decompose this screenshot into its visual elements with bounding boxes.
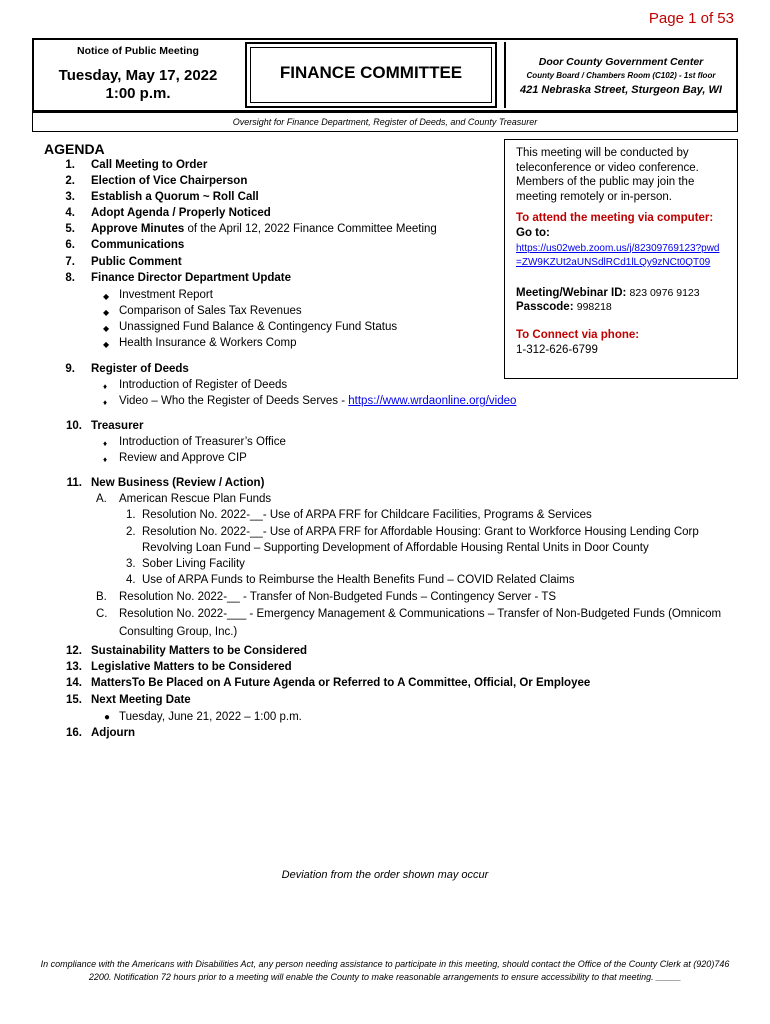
meeting-date: Tuesday, May 17, 2022 [58, 67, 218, 84]
meeting-time: 1:00 p.m. [105, 85, 171, 102]
deeds-video-link[interactable]: https://www.wrdaonline.org/video [348, 395, 517, 407]
agenda-item: Establish a Quorum ~ Roll Call [91, 191, 259, 203]
item-detail: of the April 12, 2022 Finance Committee Meeting [184, 223, 437, 235]
item-number: 3. [65, 191, 75, 203]
page-number: Page 1 of 53 [648, 10, 734, 27]
resolution-item-continued: Revolving Loan Fund – Supporting Development of Affordable Housing Rental Units in Door County [142, 542, 649, 554]
resolution-item: Resolution No. 2022-__- Use of ARPA FRF for Childcare Facilities, Programs & Services [142, 509, 592, 521]
goto-label: Go to: [516, 226, 550, 239]
agenda-item: Election of Vice Chairperson [91, 175, 248, 187]
location-box [504, 42, 736, 108]
section-letter: A. [96, 493, 107, 505]
phone-number: 1-312-626-6799 [516, 343, 598, 356]
section-title: Resolution No. 2022-___ - Emergency Management & Communications – Transfer of Non-Budgeted Funds (Omnicom [119, 608, 722, 620]
section-title-continued: Consulting Group, Inc.) [119, 626, 238, 638]
agenda-heading: AGENDA [44, 141, 105, 157]
agenda-item: Public Comment [91, 256, 182, 268]
item-number: 11. [66, 477, 82, 489]
diamond-bullet-icon: ♦ [103, 455, 108, 464]
section-title: Resolution No. 2022-__ - Transfer of Non-Budgeted Funds – Contingency Server - TS [119, 591, 557, 603]
agenda-item: Treasurer [91, 420, 144, 432]
diamond-bullet-icon: ◆ [103, 292, 110, 301]
diamond-bullet-icon: ♦ [103, 398, 108, 407]
sub-item: Investment Report [119, 289, 213, 301]
committee-box [245, 42, 497, 108]
committee-title: FINANCE COMMITTEE [279, 63, 463, 82]
zoom-link-line-2: =ZW9KZUt2aUNSdlRCd1lLQy9zNCt0QT09 [516, 257, 711, 269]
item-number: 13. [66, 661, 82, 673]
agenda-item: Finance Director Department Update [91, 272, 292, 284]
agenda-item: Register of Deeds [91, 363, 189, 375]
agenda-item: Sustainability Matters to be Considered [91, 645, 307, 657]
ada-footer: In compliance with the Americans with Disabilities Act, any person needing assistance to participate in this meeting, should contact the Office of the County Clerk at (920)746 2200. Notification 72 hours prior to a meeting will enable the County to make reasonable arrangements to ensure accessibility to that meeting. _____ [40, 959, 730, 982]
sub-item: Tuesday, June 21, 2022 – 1:00 p.m. [119, 711, 302, 723]
item-number: 9. [65, 363, 75, 375]
item-number: 4. [65, 207, 75, 219]
item-number: 8. [65, 272, 75, 284]
passcode-row [516, 300, 729, 315]
agenda-item: New Business (Review / Action) [91, 477, 265, 489]
notice-label: Notice of Public Meeting [77, 45, 199, 57]
item-number: 2. [65, 175, 75, 187]
venue-name: Door County Government Center [538, 56, 704, 68]
webinar-id: 823 0976 9123 [629, 286, 700, 299]
resolution-number: 1. [126, 509, 136, 521]
deviation-note: Deviation from the order shown may occur [281, 869, 489, 881]
sub-item: Comparison of Sales Tax Revenues [119, 305, 302, 317]
sub-item: Introduction of Register of Deeds [119, 379, 288, 391]
item-number: 14. [66, 677, 82, 689]
item-number: 12. [66, 645, 82, 657]
resolution-number: 3. [126, 558, 136, 570]
item-number: 1. [65, 159, 75, 171]
date-box [38, 42, 238, 108]
remote-access-box [504, 139, 738, 379]
agenda-item: Legislative Matters to be Considered [91, 661, 292, 673]
diamond-bullet-icon: ♦ [103, 382, 108, 391]
sub-item: Health Insurance & Workers Comp [119, 337, 297, 349]
sub-item: Introduction of Treasurer’s Office [119, 436, 286, 448]
sub-item-text: Video – Who the Register of Deeds Serves - [119, 395, 349, 407]
section-letter: B. [96, 591, 107, 603]
diamond-bullet-icon: ◆ [103, 340, 110, 349]
passcode-label: Passcode: [516, 301, 574, 314]
section-title: American Rescue Plan Funds [119, 493, 272, 505]
resolution-item: Resolution No. 2022-__- Use of ARPA FRF for Affordable Housing: Grant to Workforce Housing Lending Corp [142, 526, 699, 538]
item-number: 6. [65, 239, 75, 251]
sub-item: Unassigned Fund Balance & Contingency Fund Status [119, 321, 398, 333]
diamond-bullet-icon: ◆ [103, 308, 110, 317]
webinar-label: Meeting/Webinar ID: [516, 286, 627, 299]
attend-label: To attend the meeting via computer: [516, 212, 714, 225]
agenda-item: Adjourn [91, 727, 136, 739]
remote-intro: This meeting will be conducted by teleconference or video conference. Members of the public may join the meeting remotely or in-person. [516, 147, 699, 203]
zoom-link[interactable] [516, 242, 729, 271]
agenda-item: Next Meeting Date [91, 694, 191, 706]
resolution-item: Use of ARPA Funds to Reimburse the Health Benefits Fund – COVID Related Claims [142, 574, 575, 586]
zoom-link-line-1: https://us02web.zoom.us/j/82309769123?pwd [516, 242, 720, 254]
venue-address: 421 Nebraska Street, Sturgeon Bay, WI [520, 84, 722, 96]
sub-item [119, 395, 516, 407]
resolution-item: Sober Living Facility [142, 558, 245, 570]
agenda-item [91, 223, 437, 235]
venue-room: County Board / Chambers Room (C102) - 1st floor [526, 71, 716, 80]
sub-item: Review and Approve CIP [119, 452, 247, 464]
item-number: 5. [65, 223, 75, 235]
resolution-number: 4. [126, 574, 136, 586]
resolution-number: 2. [126, 526, 136, 538]
webinar-row [516, 286, 729, 301]
agenda-item: Call Meeting to Order [91, 159, 208, 171]
passcode-value: 998218 [576, 301, 612, 314]
agenda-item: Adopt Agenda / Properly Noticed [91, 207, 271, 219]
diamond-bullet-icon: ♦ [103, 439, 108, 448]
item-number: 10. [66, 420, 82, 432]
section-letter: C. [96, 608, 108, 620]
meeting-header [32, 38, 738, 112]
phone-label: To Connect via phone: [516, 328, 640, 341]
item-number: 15. [66, 694, 82, 706]
agenda-item: Communications [91, 239, 185, 251]
item-number: 7. [65, 256, 75, 268]
dot-bullet-icon: ● [104, 712, 111, 723]
item-number: 16. [66, 727, 82, 739]
agenda-item: MattersTo Be Placed on A Future Agenda or Referred to A Committee, Official, Or Employee [91, 677, 591, 689]
item-title: Approve Minutes [91, 223, 185, 235]
diamond-bullet-icon: ◆ [103, 324, 110, 333]
oversight-bar: Oversight for Finance Department, Register of Deeds, and County Treasurer [32, 112, 738, 132]
